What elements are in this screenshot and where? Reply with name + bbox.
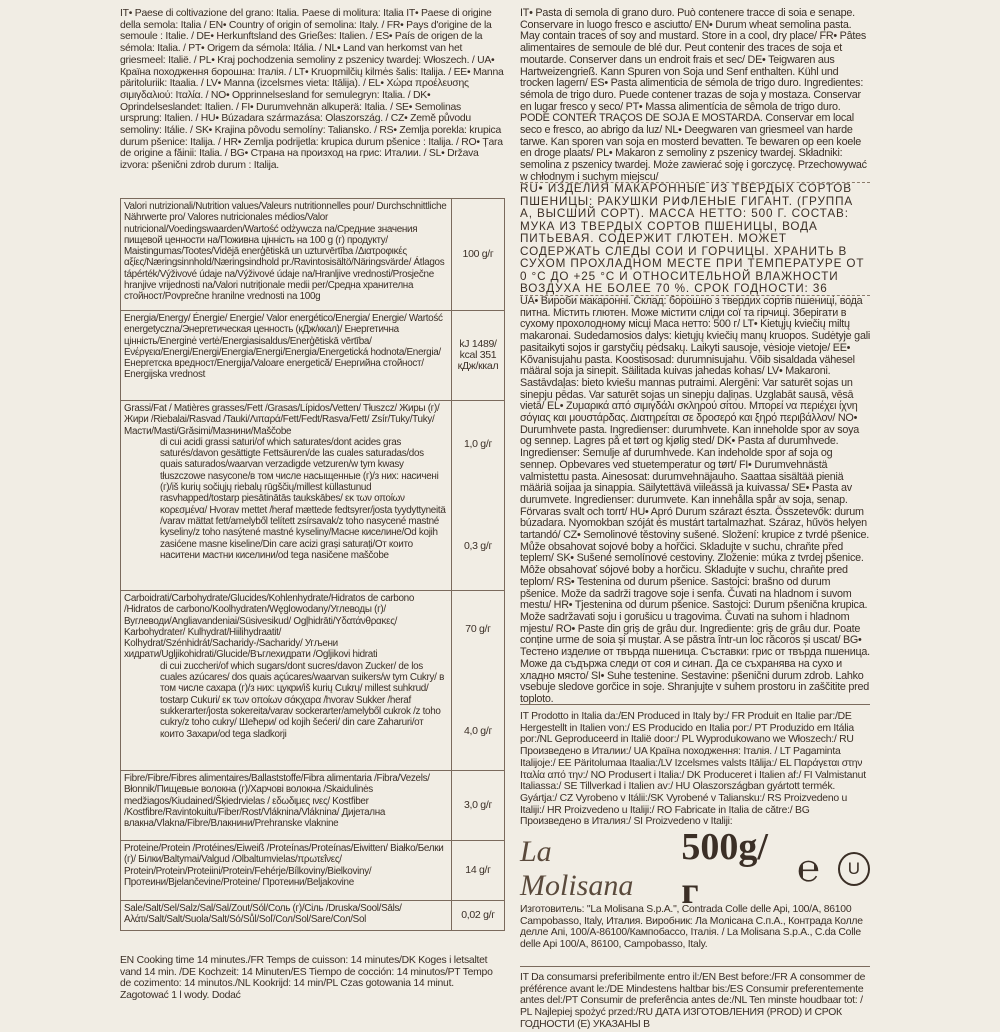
nutrient-value: 1,0 g/г xyxy=(463,438,492,451)
nutrition-table xyxy=(120,198,505,931)
nutrient-value-cell xyxy=(452,771,505,841)
ingredients-storage-text: IT• Pasta di semola di grano duro. Può contenere tracce di soia e senape. Conservare in luogo fresco e asciutto/ EN• Durum wheat semolina pasta. May contain traces of soy and mustard. Store in a cool, dry place/ FR• Pâtes alimentaires de semoule de blé dur. Peut contenir des traces de soja et moutarde. Conserver dans un endroit frais et sec/ DE• Teigwaren aus Hartweizengrieß. Kann Spuren von Soja und Senf enthalten. Kühl und trocken lagern/ ES• Pasta alimenticia de sémola de trigo duro. Ingredientes: sémola de trigo duro. Puede contener trazas de soja y mostaza. Conservar en lugar fresco y seco/ PT• Massa alimentícia de sêmola de trigo duro. PODE CONTER TRAÇOS DE SOJA E MOSTARDA. Conservar em local seco e fresco, ao abrigo da luz/ NL• Deegwaren van griesmeel van harde tarwe. Kan sporen van soja en mosterd bevatten. Te bewaren op een koele en droge plaats/ PL• Makaron z semoliny z pszenicy twardej. Składniki: semolina z pszenicy twardej. Może zawierać soję i gorczycę. Przechowywać w chłodnym i suchym miejscu/ xyxy=(520,8,870,183)
nutrient-label-cell xyxy=(121,901,452,931)
sub-nutrient-value: 0,3 g/г xyxy=(463,539,492,552)
best-before-text: IT Da consumarsi preferibilmente entro il:/EN Best before:/FR À consommer de préférence avant le:/DE Mindestens haltbar bis:/ES Consumir preferentemente antes del:/PT Consumir de preferência antes de:/NL Ten minste houdbaar tot: / PL Najlepiej spożyć przed:/RU ДАТА ИЗГОТОВЛЕНИЯ (PROD) И СРОК ГОДНОСТИ (E) УКАЗАНЫ В xyxy=(520,972,866,1030)
sub-nutrient-value: 4,0 g/г xyxy=(463,724,492,737)
nutrient-value: 0,02 g/г xyxy=(461,908,495,921)
sub-nutrient-label: di cui acidi grassi saturi/of which saturates/dont acides gras saturés/davon gesättigte Fettsäuren/de las cuales saturadas/dos quais saturados/waarvan verzadigde vetzuren/w tym kwasy tłuszczowe nasycone/в том числе насыщенные (г)/з них: насичені (г)/iš kurių sočiųjų riebalų rūgščių/millest küllastunud rasvhapped/tostarp piesātinātās taukskābes/ εκ των οποίων κορεσμένα/ Hvorav mettet /heraf mættede fedtsyrer/josta tyydyttyneitä /varav mättat fett/amelyből telített zsírsavak/z toho nasycené mastné kyseliny/z toho nasýtené mastné kyseliny/Масне киселине/Od kojih zasićene masne kiseline/Din care acizi grași saturați/От които наситени мастни киселини/od tega nasičene maščobe xyxy=(160,436,446,561)
nutrition-header-row xyxy=(121,199,505,311)
nutrient-value-cell xyxy=(452,311,505,401)
russian-label-text: RU• ИЗДЕЛИЯ МАКАРОННЫЕ ИЗ ТВЕРДЫХ СОРТОВ ПШЕНИЦЫ: РАКУШКИ РИФЛЕНЫЕ ГИГАНТ. (ГРУППА А, ВЫСШИЙ СОРТ). МАССА НЕТТО: 500 Г. СОСТАВ: МУКА ИЗ ТВЕРДЫХ СОРТОВ ПШЕНИЦЫ, ВОДА ПИТЬЕВАЯ. СОДЕРЖИТ ГЛЮТЕН. МОЖЕТ СОДЕРЖАТЬ СЛЕДЫ СОИ И ГОРЧИЦЫ. ХРАНИТЬ В СУХОМ ПРОХЛАДНОМ МЕСТЕ ПРИ ТЕМПЕРАТУРЕ ОТ 0 °С ДО +25 °С И ОТНОСИТЕЛЬНОЙ ВЛАЖНОСТИ ВОЗДУХА НЕ БОЛЕЕ 70 %. СРОК ГОДНОСТИ: 36 xyxy=(520,183,870,296)
best-before-section xyxy=(520,966,870,1032)
nutrition-header-value: 100 g/г xyxy=(452,199,505,311)
nutrient-value: kJ 1489/ kcal 351 кДж/ккал xyxy=(457,337,499,373)
nutrition-row xyxy=(121,401,505,591)
nutrient-label: Carboidrati/Carbohydrate/Glucides/Kohlenhydrate/Hidratos de carbono /Hidratos de carbono/Koolhydraten/Węglowodany/Углеводы (г)/ Вуглеводи/Angliavandeniai/Süsivesikud/ Ogļhidrāti/Υδατάνθρακες/ Karbohydrater/ Kulhydrat/Hiilihydraatit/ Kolhydrat/Szénhidrát/Sacharidy-/Sacharidy/ Угљени хидрати/Ugljikohidrati/Glucide/Въглехидрати /Ogljikovi hidrati xyxy=(124,593,415,661)
nutrient-label: Grassi/Fat / Matières grasses/Fett /Grasas/Lípidos/Vetten/ Tłuszcz/ Жиры (г)/Жири /Riebalai/Rasvad /Tauki/Λιπαρά/Fett/Fedt/Rasva/Fett/ Zsír/Tuky/Tuky/Масти/Masti/Grăsimi/Мазнини/Маščobe xyxy=(124,403,440,437)
brand-weight-row xyxy=(520,825,870,912)
nutrient-value: 70 g/г xyxy=(465,623,491,636)
nutrient-value-cell xyxy=(452,591,505,771)
right-column xyxy=(520,8,870,1032)
nutrition-table-body xyxy=(121,199,505,931)
nutrient-value-cell xyxy=(452,901,505,931)
nutrition-row xyxy=(121,311,505,401)
brand-logo: La Molisana xyxy=(520,834,634,902)
origin-statement: IT• Paese di coltivazione del grano: Italia. Paese di molitura: Italia IT• Paese di origine della semola: Italia / EN• Country of origin of semolina: Italy. / FR• Pays d'origine de la semoule : Italie. / DE• Herkunftsland des Grießes: Italien. / ES• País de origen de la sémola: Italia. / PT• Origem da sémola: Itália. / NL• Land van herkomst van het griesmeel: Italië. / PL• Kraj pochodzenia semoliny z pszenicy twardej: Włoszech. / UA• Країна походження борошна: Італія. / LT• Kruopmilčių kilmės šalis: Italija. / EE• Manna päritoluriik: Itaalia. / LV• Manna (izcelsmes vieta: Itālija). / EL• Χώρα προέλευσης σιμιγδαλιού: Ιταλία. / NO• Opprinnelsesland for semulegryn: Italia. / DK• Oprindelseslandet: Italien. / FI• Durumvehnän alkuperä: Italia. / SE• Semolinas ursprung: Italien. / HU• Búzadara származása: Olaszország. / CZ• Země původu semoliny: Itálie. / SK• Krajina pôvodu semolíny: Taliansko. / RS• Zemlja porekla: krupica durum pšenice: Italija. / HR• Zemlja podrijetla: krupica durum pšenice : Italija. / RO• Țara de origine a făinii: Italia. / BG• Страна на произход на грис: Италии. / SL• Država izvora: pšenični zdrob durum : Italija. xyxy=(120,8,504,172)
e-mark-icon: ℮ xyxy=(797,847,820,890)
manufacturer-text: Изготовитель: "La Molisana S.p.A.", Contrada Colle delle Api, 100/A, 86100 Campobasso, Italy, Италия. Виробник: Ла Молісана С.п.А., Контрада Колле делле Апі, 100/A-86100/Кампобассо, Італія. / La Molisana S.p.A., C.da Colle delle Api 100/A, 86100, Campobasso, Italy. xyxy=(520,904,863,951)
nutrient-value-cell xyxy=(452,401,505,591)
nutrition-row xyxy=(121,841,505,901)
nutrient-label-cell xyxy=(121,401,452,591)
cooking-text: EN Cooking time 14 minutes./FR Temps de cuisson: 14 minutes/DK Koges i letsaltet vand 14 min. /DE Kochzeit: 14 Minuten/ES Tiempo de cocción: 14 minutos/PT Tempo de cozimento: 14 minutos./NL Kookrijd: 14 min/PL Czas gotowania 14 minut. Zagotować 1 l wody. Dodać xyxy=(120,955,493,1002)
nutrient-label-cell xyxy=(121,841,452,901)
nutrient-label-cell xyxy=(121,771,452,841)
sub-nutrient-label: di cui zuccheri/of which sugars/dont sucres/davon Zucker/ de los cuales azúcares/ dos quais açúcares/waarvan suikers/w tym Cukry/ в том числе сахара (г)/з них: цукри/iš kurių Cukrų/ millest suhkrud/ tostarp Cukuri/ εκ των οποίων σάκχαρα /hvorav Sukker /heraf sukkerarter/josta sokereita/varav sockerarter/amelyből cukrok /z toho cukry/z toho cukry/ Шећери/ od kojih šećeri/ din care Zaharuri/от които Захари/od tega sladkorji xyxy=(160,660,445,740)
nutrient-label-cell xyxy=(121,311,452,401)
multilang-ingredients-text: UA• Вироби макаронні. Склад: борошно з твердих сортів пшениці, вода питна. Містить глютен. Може містити сліди сої та гірчиці. Зберігати в сухому прохолодному місці Маса нетто: 500 г/ LT• Kietųjų kviečių miltų makaronai. Sudedamosios dalys: kietųjų kviečių manų kruopos. Sudėtyje gali pasitaikyti sojos ir garstyčių pėdsakų. Laikyti sausoje, vėsioje vietoje/ EE• Kõvanisujahu pasta. Koostisosad: durumnisujahu. Võib sisaldada vähesel määral soja ja sinepit. Säilitada kuivas jahedas kohas/ LV• Makaroni. Sastāvdaļas: bieto kviešu mannas putraimi. Alergēni: Var saturēt sojas un sinepju pēdas. Var saturēt sojas un sinepju daļiņas. Uzglabāt sausā, vēsā vietā/ EL• Ζυμαρικά από σιμιγδάλι σκληρού σίτου. Μπορεί να περιέχει ίχνη σόγιας και μουστάρδας. Διατηρείται σε δροσερό και ξηρό περιβάλλον/ NO• Durumhvete pasta. Ingredienser: durumhvete. Kan inneholde spor av soya og sennep. Lagres på et tørt og kjølig sted/ DK• Pasta af durumhvede. Ingredienser: Semulje af durumhvede. Kan indeholde spor af soja og sennep. Opbevares ved stuetemperatur og tørt/ FI• Durumvehnästä valmistettu pasta. Ainesosat: durumvehnäjauho. Saattaa sisältää pieniä määriä soijaa ja sinappia. Säilytettävä viileässä ja kuivassa/ SE• Pasta av durumvete. Ingredienser: durumvete. Kan innehålla spår av soja, senap. Förvaras svalt och torrt/ HU• Apró Durum szárazt észta. Összetevők: durum búzadara. Nyomokban szóját és mustárt tartalmazhat. Száraz, hűvös helyen tartandó/ CZ• Semolinové těstoviny sušené. Složení: krupice z tvrdé pšenice. Může obsahovat sojové boby a hořčici. Skladujte v suchu, chraňte před teplem/ SK• Sušené semolínové cestoviny. Zloženie: múka z tvrdej pšenice. Môže obsahovať sójové boby a horčicu. Skladujte v suchu, chraňte pred teplom/ RS• Testenina od durum pšenice. Sastojci: brašno od durum pšenice. Može da sadrži tragove soje i senfa. Čuvati na hladnom i suvom mestu/ HR• Tjestenina od durum pšenice. Sastojci: Durum pšenična krupica. Može sadržavati soju i gorušicu u tragovima. Čuvati na suhom i hladnom mjestu/ RO• Paste din griș de grâu dur. Ingrediente: griș de grâu dur. Poate conține urme de soia și muștar. A se păstra într-un loc răcoros și uscat/ BG• Тестено изделие от твърда пшеница. Съставки: грис от твърда пшеница. Може да съдържа следи от соя и синап. Да се съхранява на сухо и хладно място/ SI• Suhe testenine. Sestavine: pšenični durum zdrob. Lahko vsebuje sledove gorčice in soje. Shranjujte v suhem prostoru in zaščitite pred toploto. xyxy=(520,296,870,704)
nutrient-label: Fibre/Fibre/Fibres alimentaires/Ballaststoffe/Fibra alimentaria /Fibra/Vezels/ Błonnik/Пищевые волокна (г)/Харчові волокна /Skaidulinės medžiagos/Kiudained/Šķiedrvielas / εδωδιμες ινες/ Kostfiber /Kostfibre/Ravintokuitu/Fiber/Rost/Vláknina/Vláknina/ Дијетална влакна/Vlakna/Fibre/Влакнини/Prehranske vlaknine xyxy=(124,773,430,830)
nutrient-value: 3,0 g/г xyxy=(463,798,492,811)
nutrition-row xyxy=(121,901,505,931)
nutrient-value: 14 g/г xyxy=(465,863,491,876)
net-weight: 500g/г xyxy=(681,825,768,912)
kosher-u-icon: U xyxy=(838,852,870,886)
nutrient-label: Sale/Salt/Sel/Salz/Sal/Sal/Zout/Sól/Соль (г)/Сіль /Druska/Sool/Sāls/ Αλάτι/Salt/Salt/Suola/Salt/Só/Sůl/Soľ/Сол/Sol/Sare/Сол/Sol xyxy=(124,903,402,926)
nutrient-label-cell xyxy=(121,591,452,771)
nutrient-label: Energia/Energy/ Énergie/ Energie/ Valor energético/Energia/ Energie/ Wartość energetyczna/Энергетическая ценность (кДж/ккал)/ Енергетична цінність/Energinė vertė/Energiasisaldus/Enerģētiskā vērtība/ Ενέργεια/Energi/Energi/Energia/Energi/Energia/Energetická hodnota/Energia/Енергетска вредност/Energija/Valoare energetică/ Енергийна стойност/ Energijska vrednost xyxy=(124,313,443,381)
nutrient-label: Proteine/Protein /Protéines/Eiweiß /Proteínas/Proteínas/Eiwitten/ Białko/Белки (г)/ Білки/Baltymai/Valgud /Olbaltumvielas/πρωτεΐνες/ Protein/Protein/Proteiini/Protein/Fehérje/Bílkoviny/Bielkoviny/ Протеини/Bjelančevine/Proteine/ Протеини/Beljakovine xyxy=(124,843,444,888)
producer-text: IT Prodotto in Italia da:/EN Produced in Italy by:/ FR Produit en Italie par:/DE Hergestellt in Italien von:/ ES Producido en Italia por:/ PT Produzido em Itália por:/NL Geproduceerd in Italië door:/ PL Wyprodukowano we Włoszech:/ RU Произведено в Италии:/ UA Країна походження: Італія. / LT Pagaminta Italijoje:/ EE Päritolumaa Itaalia:/LV Izcelsmes valsts Itālija:/ EL Παράγεται στην Ιταλία από την:/ NO Produsert i Italia:/ DK Produceret i Italien af:/ FI Valmistanut Italiassa:/ SE Tillverkad i Italien av:/ HU Olaszországban gyártott termék. Gyártja:/ CZ Vyrobeno v Itálii:/SK Vyrobené v Taliansku:/ RS Proizvedeno u Italiji:/ HR Proizvedeno u Italiji:/ RO Fabricate in Italia de către:/ BG Произведено в Италия:/ SI Proizvedeno v Italiji: xyxy=(520,711,866,828)
nutrition-row xyxy=(121,771,505,841)
nutrition-header-label: Valori nutrizionali/Nutrition values/Valeurs nutritionnelles pour/ Durchschnittliche Nährwerte pro/ Valores nutricionales médios/Valor nutricional/Voedingswaarden/Wartość odżywcza na/Средние значения пищевой ценности на/Поживна цінність на 100 g (г) продукту/ Maistingumas/Tootes/Vidējā enerģētiskā un uzturvērtība /Διατροφικές αξίες/Næringsinnhold/Næringsindhold pr./Ravintosisältö/Näringsvärde/ Átlagos tápérték/Výživové údaje na/Výživové údaje na/Hranljive vrednosti/Prosječne hranjive vrijednosti na/Valori nutriționale medii per/Средна хранителна стойност/Povprečne hranilne vrednosti na 100g xyxy=(121,199,452,311)
producer-statement xyxy=(520,704,870,831)
cooking-instructions xyxy=(120,955,505,1000)
left-column xyxy=(120,8,505,931)
nutrition-row xyxy=(121,591,505,771)
nutrient-value-cell xyxy=(452,841,505,901)
